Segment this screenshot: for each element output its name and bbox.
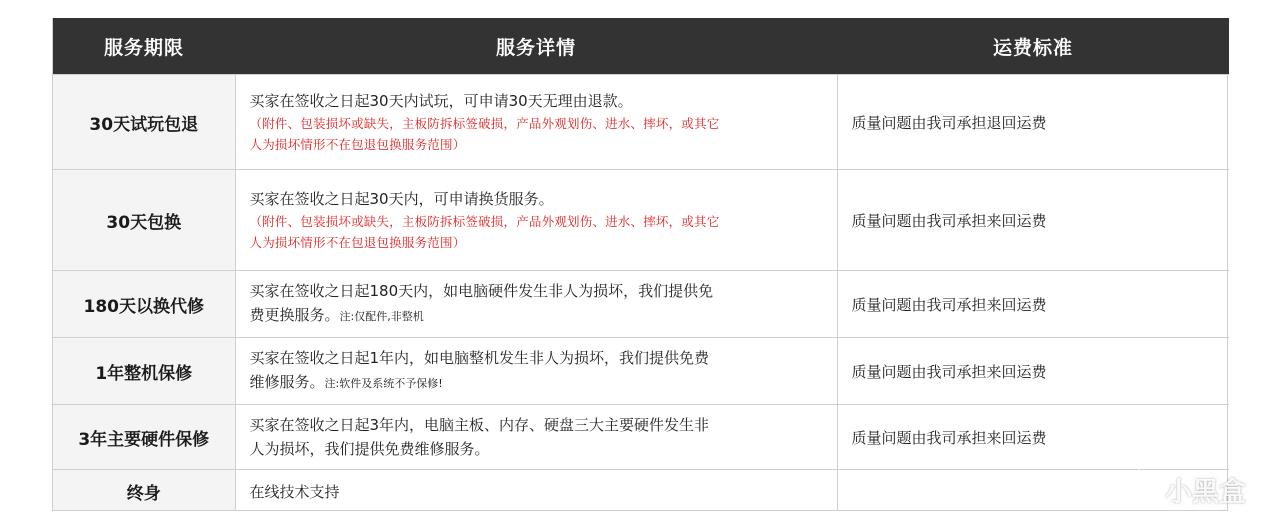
row-fee: 质量问题由我司承担来回运费 bbox=[837, 271, 1229, 338]
row-fee: 质量问题由我司承担来回运费 bbox=[837, 405, 1229, 470]
row-detail bbox=[235, 170, 837, 271]
row-detail bbox=[235, 405, 837, 470]
heybox-logo-icon bbox=[1119, 469, 1159, 509]
detail-text: 买家在签收之日起3年内，电脑主板、内存、硬盘三大主要硬件发生非 bbox=[249, 416, 710, 434]
table-row bbox=[53, 271, 1229, 338]
header-service-period: 服务期限 bbox=[53, 18, 235, 75]
detail-text-line2: 人为损坏，我们提供免费维修服务。 bbox=[249, 440, 490, 458]
detail-small-note: 注:软件及系统不予保修! bbox=[324, 377, 443, 390]
row-period: 180天以换代修 bbox=[53, 271, 235, 338]
detail-text-cont bbox=[250, 370, 823, 396]
row-detail bbox=[235, 338, 837, 405]
detail-note-line: （附件、包装损坏或缺失，主板防拆标签破损，产品外观划伤、进水、摔坏，或其它 bbox=[249, 116, 720, 131]
table-row bbox=[53, 338, 1229, 405]
row-fee: 质量问题由我司承担来回运费 bbox=[837, 170, 1229, 271]
row-detail bbox=[235, 470, 837, 514]
detail-note-line: 人为损坏情形不在包退包换服务范围） bbox=[249, 235, 466, 250]
header-shipping-standard: 运费标准 bbox=[837, 18, 1229, 75]
table-header-row bbox=[53, 18, 1229, 75]
detail-text-line2: 维修服务。 bbox=[249, 373, 325, 391]
detail-text-line2: 费更换服务。 bbox=[249, 306, 340, 324]
detail-text: 买家在签收之日起1年内，如电脑整机发生非人为损坏，我们提供免费 bbox=[249, 349, 710, 367]
service-table bbox=[53, 18, 1229, 513]
row-period: 30天包换 bbox=[53, 170, 235, 271]
table-row bbox=[53, 405, 1229, 470]
detail-text-cont bbox=[250, 303, 823, 329]
row-period: 30天试玩包退 bbox=[53, 75, 235, 170]
table-row bbox=[53, 75, 1229, 170]
detail-text: 买家在签收之日起180天内，如电脑硬件发生非人为损坏，我们提供免 bbox=[249, 282, 714, 300]
detail-text: 在线技术支持 bbox=[249, 482, 340, 501]
row-period: 终身 bbox=[53, 470, 235, 514]
row-period: 3年主要硬件保修 bbox=[53, 405, 235, 470]
row-period: 1年整机保修 bbox=[53, 338, 235, 405]
row-detail bbox=[235, 75, 837, 170]
detail-note-line: （附件、包装损坏或缺失，主板防拆标签破损，产品外观划伤、进水、摔坏，或其它 bbox=[249, 214, 720, 229]
table-row bbox=[53, 470, 1229, 514]
service-table-container bbox=[52, 18, 1228, 527]
header-service-detail: 服务详情 bbox=[235, 18, 837, 75]
table-bottom-strip bbox=[52, 510, 1228, 527]
detail-text: 买家在签收之日起30天内，可申请换货服务。 bbox=[249, 190, 554, 208]
row-detail bbox=[235, 271, 837, 338]
detail-text: 买家在签收之日起30天内试玩，可申请30天无理由退款。 bbox=[249, 92, 633, 110]
watermark bbox=[1119, 468, 1246, 510]
detail-small-note: 注:仅配件,非整机 bbox=[339, 310, 424, 323]
row-fee: 质量问题由我司承担来回运费 bbox=[837, 338, 1229, 405]
table-row bbox=[53, 170, 1229, 271]
detail-note-line: 人为损坏情形不在包退包换服务范围） bbox=[249, 137, 466, 152]
row-fee: 质量问题由我司承担退回运费 bbox=[837, 75, 1229, 170]
watermark-text: 小黑盒 bbox=[1165, 476, 1246, 508]
